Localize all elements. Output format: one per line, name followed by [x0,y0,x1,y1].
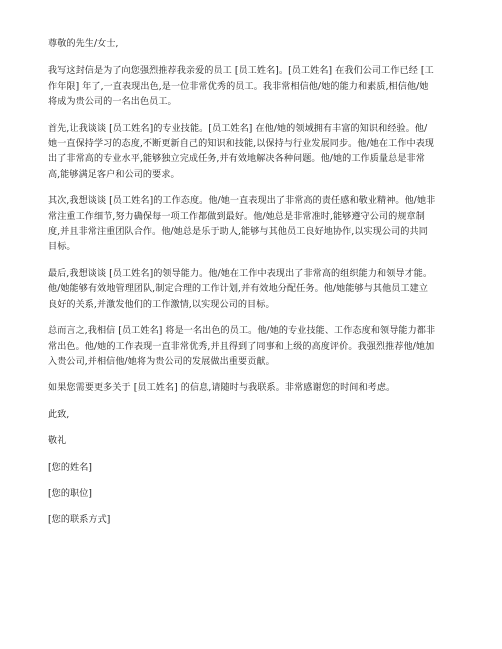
signature-title: [您的职位] [48,488,93,499]
paragraph-leadership: 最后,我想谈谈 [员工姓名]的领导能力。他/她在工作中表现出了非常高的组织能力和领导才能。他/她能够有效地管理团队,制定合理的工作计划,并有效地分配任务。他/她能够与其他员工建立良好的关系,并激发他们的工作激情,以实现公司的目标。 [48,268,433,310]
letter-greeting: 尊敬的先生/女士, [48,39,119,49]
paragraph-contact: 如果您需要更多关于 [员工姓名] 的信息,请随时与我联系。非常感谢您的时间和考虑。 [48,383,396,394]
paragraph-summary: 总而言之,我相信 [员工姓名] 将是一名出色的员工。他/她的专业技能、工作态度和领导能力都非常出色。他/她的工作表现一直非常优秀,并且得到了同事和上级的高度评价。我强烈推荐他/她加入贵公司,并相信他/她将为贵公司的发展做出重要贡献。 [48,326,436,367]
closing-salutation: 此致, [48,409,70,420]
signature-name: [您的姓名] [48,462,93,473]
closing-regards: 敬礼 [48,436,67,447]
paragraph-intro: 我写这封信是为了向您强烈推荐我亲爱的员工 [员工姓名]。[员工姓名] 在我们公司工作已经 [工作年限] 年了,一直表现出色,是一位非常优秀的员工。我非常相信他/她的能力和素质,相信他/她将成为贵公司的一名出色员工。 [48,66,434,108]
letter-page [48,37,436,540]
paragraph-attitude: 其次,我想谈谈 [员工姓名]的工作态度。他/她一直表现出了非常高的责任感和敬业精神。他/她非常注重工作细节,努力确保每一项工作都做到最好。他/她总是非常准时,能够遵守公司的规章制度,并且非常注重团队合作。他/她总是乐于助人,能够与其他员工良好地协作,以实现公司的共同目标。 [48,196,436,253]
paragraph-skills: 首先,让我谈谈 [员工姓名]的专业技能。[员工姓名] 在他/她的领域拥有丰富的知识和经验。他/她一直保持学习的态度,不断更新自己的知识和技能,以保持与行业发展同步。他/她在工作中表现出了非常高的专业水平,能够独立完成任务,并有效地解决各种问题。他/她的工作质量总是非常高,能够满足客户和公司的要求。 [48,123,435,180]
signature-contact: [您的联系方式] [48,515,111,526]
